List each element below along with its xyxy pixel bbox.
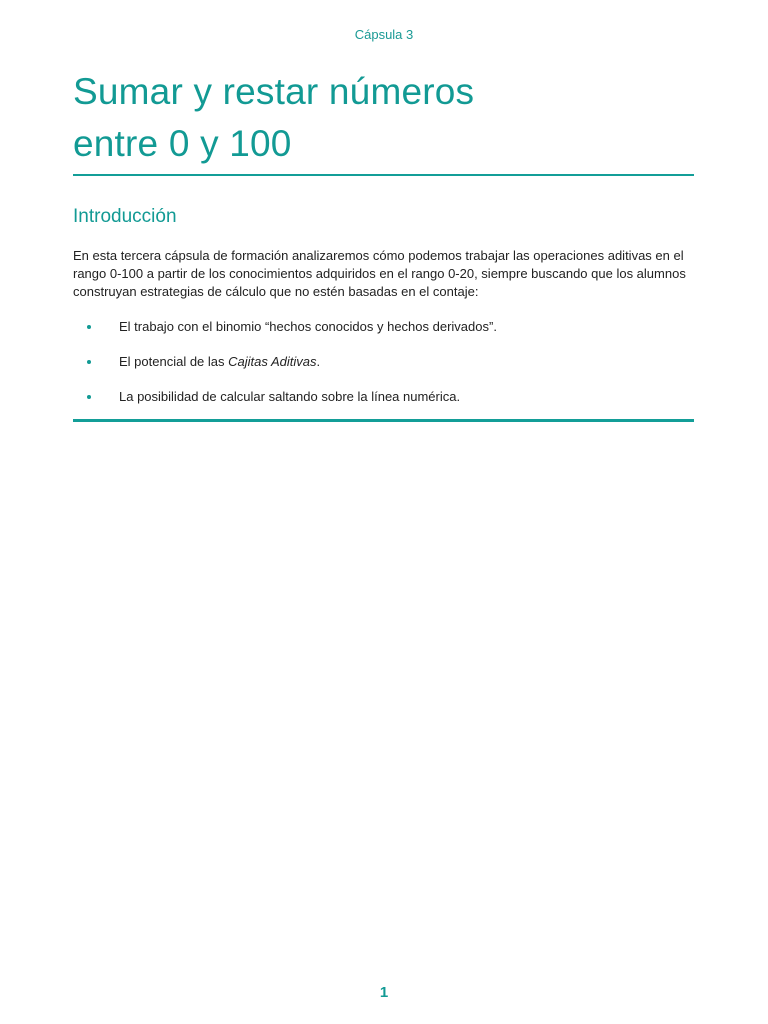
intro-paragraph: En esta tercera cápsula de formación analizaremos cómo podemos trabajar las operaciones aditivas en el rango 0-100 a partir de los conocimientos adquiridos en el rango 0-20, siempre buscando que los alumnos construyan estrategias de cálculo que no estén basadas en el contaje:: [73, 248, 686, 299]
title-line-2: entre 0 y 100: [73, 123, 292, 164]
title-divider: [73, 174, 694, 176]
bullet-text-suffix: .: [316, 354, 321, 369]
page-title: [73, 66, 694, 170]
bullet-text: La posibilidad de calcular saltando sobre la línea numérica.: [119, 389, 461, 404]
title-line-1: Sumar y restar números: [73, 71, 475, 112]
bullet-text-prefix: El potencial de las: [119, 354, 229, 369]
bullet-text: [119, 353, 320, 371]
bullet-list: [73, 318, 694, 423]
capsule-header: Cápsula 3: [354, 27, 414, 42]
section-heading: Introducción: [73, 206, 177, 227]
bullet-dot-icon: [87, 325, 91, 329]
bullet-dot-icon: [87, 395, 91, 399]
section-divider: [73, 419, 694, 422]
bullet-dot-icon: [87, 360, 91, 364]
bullet-text: El trabajo con el binomio “hechos conocidos y hechos derivados”.: [119, 319, 497, 334]
bullet-item: [73, 318, 694, 353]
bullet-item: [73, 388, 694, 423]
bullet-item: [73, 353, 694, 388]
bullet-text-emphasis: Cajitas Aditivas: [228, 354, 317, 369]
page-number: 1: [379, 984, 389, 1001]
